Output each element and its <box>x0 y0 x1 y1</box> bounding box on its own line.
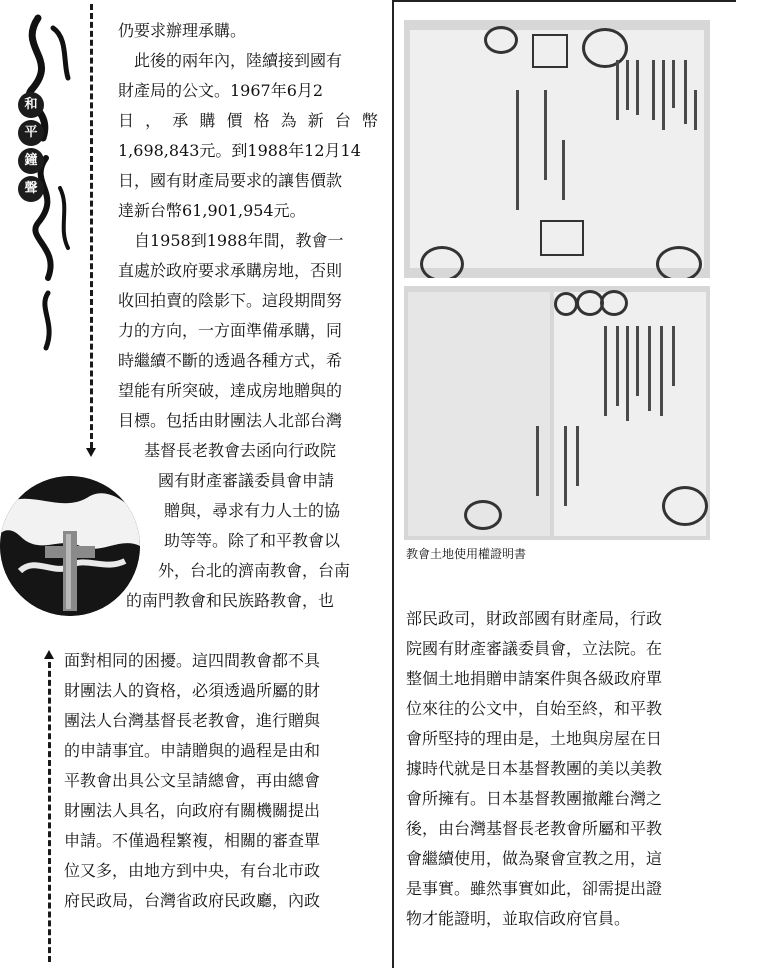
arrow-up-icon <box>44 650 54 659</box>
text-line: 仍要求辦理承購。 <box>118 21 247 40</box>
dashed-line-top <box>90 4 93 448</box>
photo-caption: 教會土地使用權證明書 <box>406 547 527 561</box>
text-line: 會所堅持的理由是，土地與房屋在日 <box>406 729 663 748</box>
document-photo-2 <box>404 286 710 540</box>
text-line: 院國有財產審議委員會，立法院。在 <box>406 639 663 658</box>
text-line: 日，國有財產局要求的讓售價款 <box>118 171 343 190</box>
column-divider <box>392 0 394 968</box>
text-line: 財團法人具名，向政府有關機關提出 <box>64 801 321 820</box>
text-line: 位又多，由地方到中央，有台北市政 <box>64 861 321 880</box>
text-line: 直處於政府要求承購房地，否則 <box>118 261 343 280</box>
text-line: 此後的兩年內，陸續接到國有 <box>118 51 343 70</box>
document-photo-1 <box>404 20 710 278</box>
seal-char-2: 平 <box>18 120 44 146</box>
text-line: 望能有所突破，達成房地贈與的 <box>118 381 343 400</box>
text-line: 部民政司，財政部國有財產局，行政 <box>406 609 663 628</box>
text-line: 府民政局，台灣省政府民政廳，內政 <box>64 891 321 910</box>
text-line: 達新台幣61,901,954元。 <box>118 201 306 220</box>
text-line: 申請。不僅過程繁複，相關的審查單 <box>64 831 321 850</box>
left-column-text <box>118 16 378 616</box>
text-line: 時繼續不斷的透過各種方式，希 <box>118 351 343 370</box>
text-line: 贈與，尋求有力人士的協 <box>164 501 341 520</box>
text-line: 的南門教會和民族路教會，也 <box>126 591 335 610</box>
top-rule <box>392 0 736 2</box>
text-line: 外，台北的濟南教會，台南 <box>158 561 351 580</box>
text-line: 是事實。雖然事實如此，卻需提出證 <box>406 879 663 898</box>
text-line: 會所擁有。日本基督教團撤離台灣之 <box>406 789 663 808</box>
dashed-line-bottom <box>48 662 51 962</box>
text-line: 1,698,843元。到1988年12月14 <box>118 141 361 160</box>
text-line: 助等等。除了和平教會以 <box>164 531 341 550</box>
text-line: 位來往的公文中，自始至終，和平教 <box>406 699 663 718</box>
text-line: 國有財產審議委員會申請 <box>158 471 335 490</box>
text-line: 後，由台灣基督長老教會所屬和平教 <box>406 819 663 838</box>
text-line: 平教會出具公文呈請總會，再由總會 <box>64 771 321 790</box>
seal-char-1: 和 <box>18 92 44 118</box>
seal-char-3: 鐘 <box>18 148 44 174</box>
text-line: 的申請事宜。申請贈與的過程是由和 <box>64 741 321 760</box>
text-line: 基督長老教會去函向行政院 <box>144 441 337 460</box>
text-line: 團法人台灣基督長老教會，進行贈與 <box>64 711 321 730</box>
arrow-down-icon <box>86 448 96 457</box>
text-line: 面對相同的困擾。這四間教會都不具 <box>64 651 321 670</box>
left-column-text-lower <box>64 646 378 916</box>
right-column-text <box>406 604 722 934</box>
text-line: 據時代就是日本基督教團的美以美教 <box>406 759 663 778</box>
text-line: 收回拍賣的陰影下。這段期間努 <box>118 291 343 310</box>
text-line: 物才能證明，並取信政府官員。 <box>406 909 631 928</box>
text-line: 整個土地捐贈申請案件與各級政府單 <box>406 669 663 688</box>
seal-char-4: 聲 <box>18 176 44 202</box>
text-line: 財團法人的資格，必須透過所屬的財 <box>64 681 321 700</box>
text-line: 力的方向，一方面準備承購，同 <box>118 321 343 340</box>
text-line: 目標。包括由財團法人北部台灣 <box>118 411 343 430</box>
text-line: 自1958到1988年間，教會一 <box>118 231 344 250</box>
text-line: 財產局的公文。1967年6月2 <box>118 81 324 100</box>
text-line: 日，承購價格為新台幣 <box>118 111 378 130</box>
text-line: 會繼續使用，做為聚會宣教之用，這 <box>406 849 663 868</box>
